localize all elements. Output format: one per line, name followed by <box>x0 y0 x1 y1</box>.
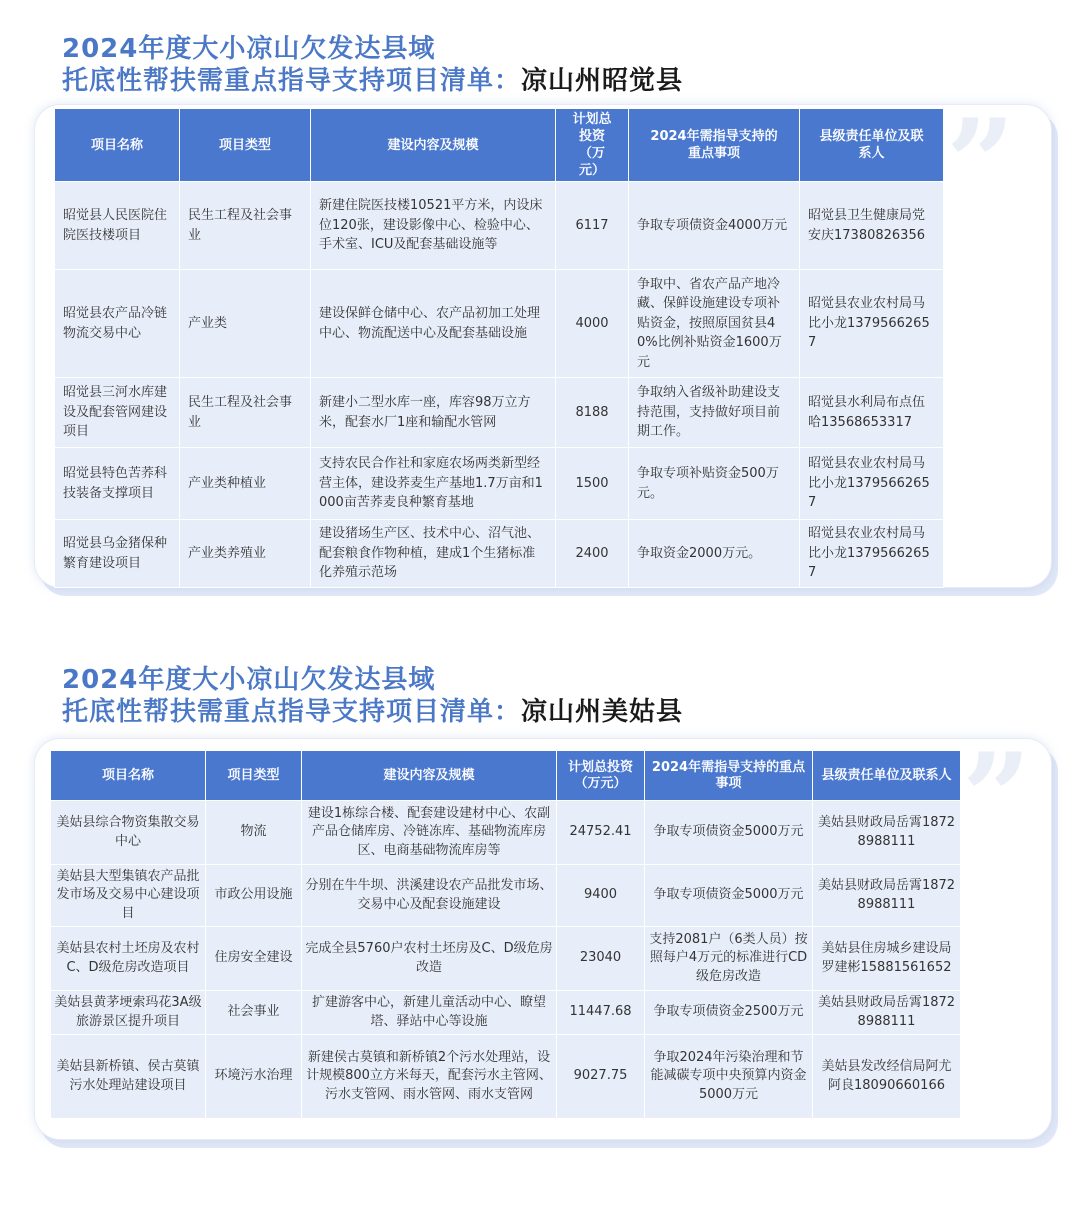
cell-project-name: 美姑县大型集镇农产品批发市场及交易中心建设项目 <box>51 865 206 927</box>
header-project-name: 项目名称 <box>55 109 180 182</box>
cell-contact: 美姑县住房城乡建设局罗建彬15881561652 <box>813 927 961 991</box>
header-project-type: 项目类型 <box>206 751 302 801</box>
cell-contact: 昭觉县农业农村局马比小龙13795662657 <box>800 270 944 378</box>
cell-contact: 昭觉县卫生健康局党安庆17380826356 <box>800 182 944 270</box>
cell-content: 建设猪场生产区、技术中心、沼气池、配套粮食作物种植，建成1个生猪标准化养殖示范场 <box>311 520 556 588</box>
cell-content: 分别在牛牛坝、洪溪建设农产品批发市场、交易中心及配套设施建设 <box>302 865 557 927</box>
cell-investment: 2400 <box>556 520 629 588</box>
cell-investment: 9027.75 <box>557 1035 645 1119</box>
table-header-row <box>55 109 944 182</box>
cell-investment: 11447.68 <box>557 991 645 1035</box>
cell-focus: 争取中、省农产品产地冷藏、保鲜设施建设专项补贴资金，按照原国贫县40%比例补贴资金1600万元 <box>629 270 800 378</box>
cell-investment: 1500 <box>556 448 629 520</box>
cell-project-type: 环境污水治理 <box>206 1035 302 1119</box>
cell-project-name: 美姑县综合物资集散交易中心 <box>51 801 206 865</box>
cell-project-type: 住房安全建设 <box>206 927 302 991</box>
cell-content: 建设1栋综合楼、配套建设建材中心、农副产品仓储库房、冷链冻库、基础物流库房区、电商基础物流库房等 <box>302 801 557 865</box>
cell-focus: 争取2024年污染治理和节能减碳专项中央预算内资金5000万元 <box>645 1035 813 1119</box>
section2-title-line2 <box>62 696 683 728</box>
cell-content: 完成全县5760户农村土坯房及C、D级危房改造 <box>302 927 557 991</box>
section1-title-prefix: 托底性帮扶需重点指导支持项目清单： <box>62 66 522 96</box>
header-project-name: 项目名称 <box>51 751 206 801</box>
cell-project-name: 昭觉县农产品冷链物流交易中心 <box>55 270 180 378</box>
cell-focus: 争取专项债资金5000万元 <box>645 865 813 927</box>
cell-project-name: 美姑县黄茅埂索玛花3A级旅游景区提升项目 <box>51 991 206 1035</box>
cell-content: 新建小二型水库一座，库容98万立方米，配套水厂1座和输配水管网 <box>311 378 556 448</box>
cell-focus: 争取专项债资金5000万元 <box>645 801 813 865</box>
header-investment: 计划总投资（万元） <box>556 109 629 182</box>
header-contact: 县级责任单位及联系人 <box>813 751 961 801</box>
section1-title-line2 <box>62 65 683 97</box>
header-content: 建设内容及规模 <box>302 751 557 801</box>
cell-investment: 24752.41 <box>557 801 645 865</box>
cell-project-name: 昭觉县三河水库建设及配套管网建设项目 <box>55 378 180 448</box>
table-header-row <box>51 751 961 801</box>
table-row <box>55 182 944 270</box>
cell-focus: 争取专项债资金4000万元 <box>629 182 800 270</box>
cell-contact: 昭觉县农业农村局马比小龙13795662657 <box>800 520 944 588</box>
cell-contact: 美姑县财政局岳霄18728988111 <box>813 991 961 1035</box>
table-row <box>55 448 944 520</box>
cell-investment: 9400 <box>557 865 645 927</box>
cell-contact: 美姑县财政局岳霄18728988111 <box>813 801 961 865</box>
section2-heading <box>62 664 683 728</box>
cell-project-type: 产业类种植业 <box>180 448 311 520</box>
cell-content: 新建侯古莫镇和新桥镇2个污水处理站，设计规模800立方米每天，配套污水主管网、污水支管网、雨水管网、雨水支管网 <box>302 1035 557 1119</box>
cell-focus: 支持2081户（6类人员）按照每户4万元的标准进行CD级危房改造 <box>645 927 813 991</box>
cell-project-type: 民生工程及社会事业 <box>180 182 311 270</box>
cell-content: 建设保鲜仓储中心、农产品初加工处理中心、物流配送中心及配套基础设施 <box>311 270 556 378</box>
cell-focus: 争取纳入省级补助建设支持范围，支持做好项目前期工作。 <box>629 378 800 448</box>
cell-investment: 8188 <box>556 378 629 448</box>
cell-project-type: 产业类 <box>180 270 311 378</box>
cell-project-type: 社会事业 <box>206 991 302 1035</box>
cell-investment: 23040 <box>557 927 645 991</box>
cell-investment: 4000 <box>556 270 629 378</box>
table-row <box>51 1035 961 1119</box>
cell-contact: 美姑县财政局岳霄18728988111 <box>813 865 961 927</box>
section2-title-line1: 2024年度大小凉山欠发达县域 <box>62 665 436 695</box>
cell-project-name: 昭觉县人民医院住院医技楼项目 <box>55 182 180 270</box>
header-focus: 2024年需指导支持的重点事项 <box>629 109 800 182</box>
table-row <box>55 378 944 448</box>
cell-project-name: 昭觉县特色苦荞科技装备支撑项目 <box>55 448 180 520</box>
header-contact: 县级责任单位及联系人 <box>800 109 944 182</box>
cell-focus: 争取专项补贴资金500万元。 <box>629 448 800 520</box>
table-row <box>55 270 944 378</box>
cell-content: 新建住院医技楼10521平方米，内设床位120张，建设影像中心、检验中心、手术室、ICU及配套基础设施等 <box>311 182 556 270</box>
table-row <box>51 801 961 865</box>
header-focus: 2024年需指导支持的重点事项 <box>645 751 813 801</box>
cell-content: 扩建游客中心，新建儿童活动中心、瞭望塔、驿站中心等设施 <box>302 991 557 1035</box>
section2-title-prefix: 托底性帮扶需重点指导支持项目清单： <box>62 697 522 727</box>
table-row <box>51 927 961 991</box>
cell-contact: 昭觉县农业农村局马比小龙13795662657 <box>800 448 944 520</box>
table-row <box>51 991 961 1035</box>
cell-investment: 6117 <box>556 182 629 270</box>
cell-project-type: 产业类养殖业 <box>180 520 311 588</box>
cell-project-type: 市政公用设施 <box>206 865 302 927</box>
section2-county: 凉山州美姑县 <box>521 697 684 727</box>
cell-project-type: 物流 <box>206 801 302 865</box>
section1-heading <box>62 33 683 97</box>
section2-table <box>50 750 961 1119</box>
cell-project-name: 美姑县农村土坯房及农村C、D级危房改造项目 <box>51 927 206 991</box>
cell-project-name: 昭觉县乌金猪保种繁育建设项目 <box>55 520 180 588</box>
section1-table <box>54 108 944 588</box>
quote-mark-icon: ” <box>946 93 1002 234</box>
cell-content: 支持农民合作社和家庭农场两类新型经营主体，建设荞麦生产基地1.7万亩和1000亩苦荞麦良种繁育基地 <box>311 448 556 520</box>
cell-focus: 争取资金2000万元。 <box>629 520 800 588</box>
cell-project-name: 美姑县新桥镇、侯古莫镇污水处理站建设项目 <box>51 1035 206 1119</box>
cell-contact: 美姑县发改经信局阿尤阿良18090660166 <box>813 1035 961 1119</box>
header-content: 建设内容及规模 <box>311 109 556 182</box>
table-row <box>55 520 944 588</box>
section1-title-line1: 2024年度大小凉山欠发达县域 <box>62 34 436 64</box>
table-row <box>51 865 961 927</box>
section1-county: 凉山州昭觉县 <box>521 66 684 96</box>
header-project-type: 项目类型 <box>180 109 311 182</box>
header-investment: 计划总投资（万元） <box>557 751 645 801</box>
cell-project-type: 民生工程及社会事业 <box>180 378 311 448</box>
cell-contact: 昭觉县水利局布点伍哈13568653317 <box>800 378 944 448</box>
quote-mark-icon: ” <box>962 727 1018 868</box>
cell-focus: 争取专项债资金2500万元 <box>645 991 813 1035</box>
